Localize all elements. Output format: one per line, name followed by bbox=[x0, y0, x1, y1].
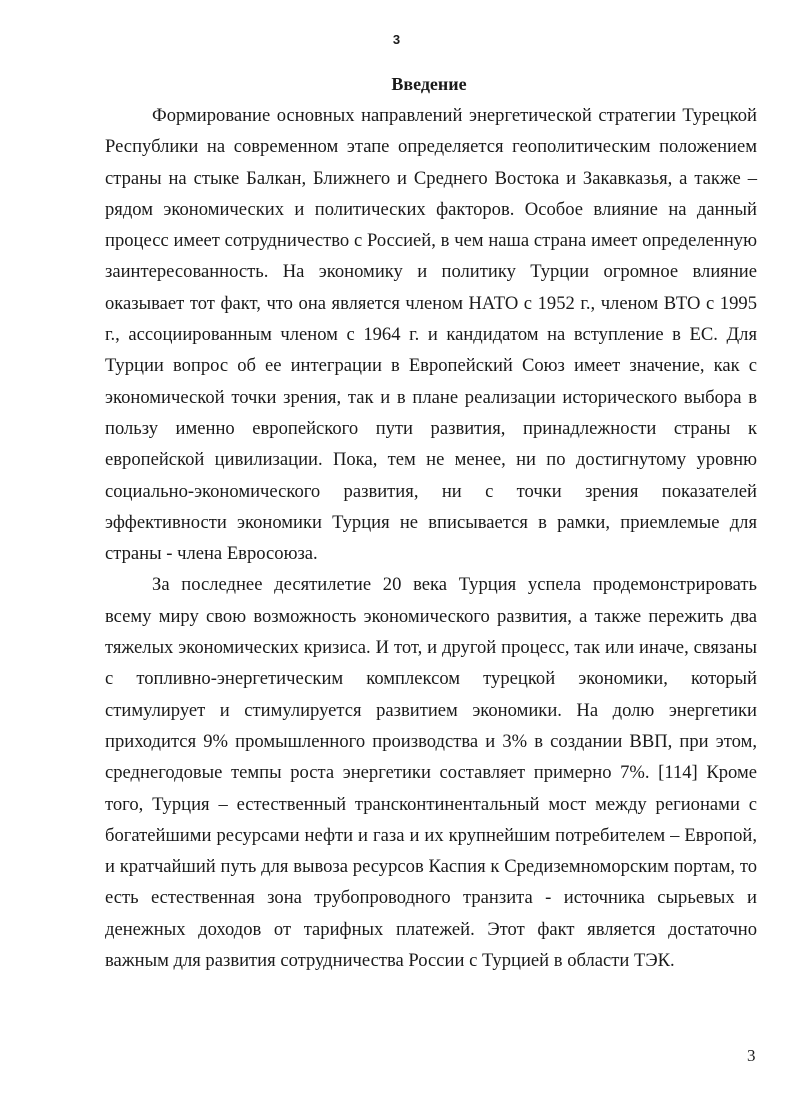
page-title: Введение bbox=[391, 74, 467, 95]
paragraph-1: Формирование основных направлений энергетической стратегии Турецкой Республики на современном этапе определяется геополитическим положением страны на стыке Балкан, Ближнего и Среднего Востока и Закавказья, а также – рядом экономических и политических факторов. Особое влияние на данный процесс имеет сотрудничество с Россией, в чем наша страна имеет определенную заинтересованность. На экономику и политику Турции огромное влияние оказывает тот факт, что она является членом НАТО с 1952 г., членом ВТО с 1995 г., ассоциированным членом с 1964 г. и кандидатом на вступление в ЕС. Для Турции вопрос об ее интеграции в Европейский Союз имеет значение, как с экономической точки зрения, так и в плане реализации исторического выбора в пользу именно европейского пути развития, принадлежности страны к европейской цивилизации. Пока, тем не менее, ни по достигнутому уровню социально-экономического развития, ни с точки зрения показателей эффективности экономики Турция не вписывается в рамки, приемлемые для страны - члена Евросоюза. bbox=[105, 105, 757, 565]
bottom-page-number: 3 bbox=[747, 1046, 756, 1065]
paragraph-2: За последнее десятилетие 20 века Турция успела продемонстрировать всему миру свою возможность экономического развития, а также пережить два тяжелых экономических кризиса. И тот, и другой процесс, так или иначе, связаны с топливно-энергетическим комплексом турецкой экономики, который стимулирует и стимулируется развитием экономики. На долю энергетики приходится 9% промышленного производства и 3% в создании ВВП, при этом, среднегодовые темпы роста энергетики составляет примерно 7%. [114] Кроме того, Турция – естественный трансконтинентальный мост между регионами с богатейшими ресурсами нефти и газа и их крупнейшим потребителем – Европой, и кратчайший путь для вывоза ресурсов Каспия к Средиземноморским портам, то есть естественная зона трубопроводного транзита - источника сырьевых и денежных доходов от тарифных платежей. Этот факт является достаточно важным для развития сотрудничества России с Турцией в области ТЭК. bbox=[105, 574, 757, 972]
document-body bbox=[105, 100, 757, 976]
top-page-number: 3 bbox=[392, 32, 401, 47]
